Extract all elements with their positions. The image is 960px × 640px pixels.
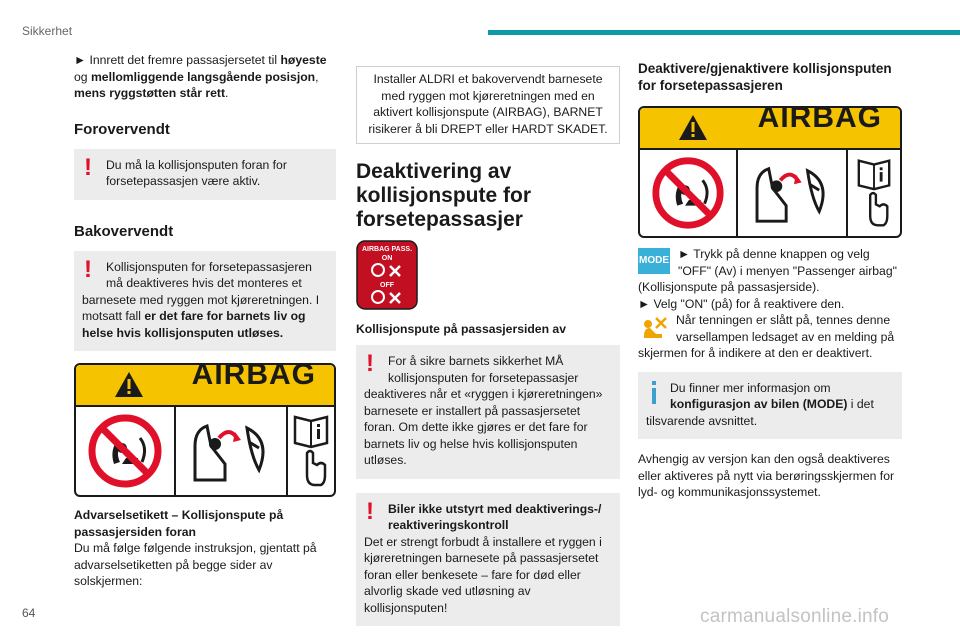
label-caption-bold: Advarselsetikett – Kollisjonspute på passasjersiden foran xyxy=(74,508,284,539)
watermark: carmanualsonline.info xyxy=(700,606,890,627)
lamp-off: OFF xyxy=(380,282,394,289)
airbag-deploy-pictogram xyxy=(176,407,288,495)
heading-deactivate-reactivate: Deaktivere/gjenaktivere kollisjonsputen for forsetepassasjeren xyxy=(638,61,892,93)
lamp-caption-bold: Kollisjonspute på passasjersiden av xyxy=(356,321,566,336)
intro-bold-2: mellomliggende langsgående posisjon xyxy=(90,69,316,84)
manual-book-icon xyxy=(291,413,331,489)
column-1 xyxy=(74,52,336,590)
airbag-label-text: AIRBAG xyxy=(757,106,882,134)
warning-box-rear xyxy=(74,251,336,352)
intro-bold-3: mens ryggstøtten står rett xyxy=(74,86,226,100)
read-manual-pictogram xyxy=(288,407,334,495)
info-icon xyxy=(648,380,660,406)
airbag-off-warning-lamp-icon xyxy=(638,314,668,340)
airbag-label-header xyxy=(640,108,900,150)
warning-exclamation-icon: ! xyxy=(366,350,374,377)
seat-airbag-icon xyxy=(185,416,277,486)
warning-heading-bold: Biler ikke utstyrt med deaktiverings-/ reaktiveringskontroll xyxy=(388,501,602,532)
airbag-deploy-pictogram xyxy=(738,150,848,236)
prohibited-child-seat-icon xyxy=(650,155,726,231)
airbag-label-header xyxy=(76,365,334,407)
mode-button-icon: MODE xyxy=(638,248,670,274)
intro-bold-1: høyeste xyxy=(280,53,327,67)
no-rear-seat-pictogram xyxy=(76,407,176,495)
step-mode-block xyxy=(638,246,902,296)
warning-exclamation-icon: ! xyxy=(366,497,374,525)
intro-paragraph xyxy=(74,52,336,102)
lamp-title: AIRBAG PASS. xyxy=(361,246,413,253)
step-text-2: ► Velg "ON" (på) for å reaktivere den. xyxy=(638,296,845,311)
warning-text: For å sikre barnets sikkerhet MÅ kollisjonsputen for forsetepassasjer deaktiveres når et «ryggen i kjøreretningen» barnesete er installert på passasjersetet foran. Om dette ikke gjøres er det fare for barnets liv og helse hvis kollisjonsputen utløses. xyxy=(364,354,603,467)
step-text-3: Når tenningen er slått på, tennes denne varsellampen ledsaget av en melding på skjermen for å indikere at den er deaktivert. xyxy=(638,313,895,360)
page-number: 64 xyxy=(22,606,36,620)
header-accent-bar xyxy=(488,30,960,35)
airbag-pass-lamp-icon xyxy=(356,240,418,310)
airbag-label-text: AIRBAG xyxy=(191,363,316,391)
danger-notice-box: Installer ALDRI et bakovervendt barnesete med ryggen mot kjøreretningen med en aktivert kollisjonspute (AIRBAG), BARNET risikerer å bli DREPT eller HARDT SKADET. xyxy=(356,66,620,144)
column-3 xyxy=(638,60,902,501)
warning-text xyxy=(82,255,326,342)
no-rear-seat-pictogram xyxy=(640,150,738,236)
label-caption xyxy=(74,507,336,540)
label-caption-text: Du må følge følgende instruksjon, gjentatt på advarselsetiketten på begge sider av solskjermen: xyxy=(74,541,317,588)
info-text-part: Du finner mer informasjon om xyxy=(670,380,831,395)
warning-text-bold: er det fare for barnets liv og helse hvis kollisjonsputen utløses. xyxy=(82,309,306,340)
intro-text: , xyxy=(315,69,319,84)
warning-exclamation-icon: ! xyxy=(84,153,92,181)
info-text xyxy=(646,380,892,430)
step-text-1: ► Trykk på denne knappen og velg "OFF" (Av) i menyen "Passenger airbag" (Kollisjonspute på passasjerside). xyxy=(638,247,897,294)
intro-text: og xyxy=(74,69,91,84)
warning-box-child-safety xyxy=(356,345,620,479)
warning-exclamation-icon: ! xyxy=(84,255,92,283)
lamp-on: ON xyxy=(381,255,393,262)
info-text-part: i det tilsvarende avsnittet. xyxy=(646,397,874,428)
section-heading-deactivation: Deaktivering av kollisjonspute for forsetepassasjer xyxy=(356,160,532,231)
info-box-mode xyxy=(638,372,902,440)
warning-triangle-icon xyxy=(114,371,144,398)
heading-forward-facing: Forovervendt xyxy=(74,120,170,138)
intro-text: . xyxy=(225,86,229,100)
warning-heading xyxy=(364,497,610,534)
step-lamp-block xyxy=(638,312,902,362)
section-label: Sikkerhet xyxy=(22,24,73,38)
heading-rear-facing: Bakovervendt xyxy=(74,222,174,240)
column-2 xyxy=(356,66,620,626)
final-paragraph: Avhengig av versjon kan den også deaktiveres eller aktiveres på nytt via berøringsskjermen for lyd- og kommunikasjonssystemet. xyxy=(638,452,895,499)
lamp-caption xyxy=(356,321,620,338)
warning-text: Du må la kollisjonsputen foran for forsetepassasjen være aktiv. xyxy=(106,157,287,188)
airbag-label-body xyxy=(640,150,900,236)
prohibited-child-seat-icon xyxy=(86,412,164,490)
warning-box-forward xyxy=(74,149,336,200)
airbag-warning-label xyxy=(74,363,336,497)
read-manual-pictogram xyxy=(848,150,900,236)
warning-text: Det er strengt forbudt å installere et ryggen i kjøreretningen barnesete på passasjersetet foran eller benkesete – fare for død eller alvorlig skade ved utløsning av kollisjonsputen! xyxy=(364,534,602,615)
airbag-warning-label xyxy=(638,106,902,238)
warning-box-no-deactivation xyxy=(356,493,620,627)
manual-book-icon xyxy=(855,156,893,230)
seat-airbag-icon xyxy=(747,159,837,227)
airbag-label-body xyxy=(76,407,334,495)
intro-text: ► Innrett det fremre passasjersetet til xyxy=(74,53,281,67)
warning-triangle-icon xyxy=(678,114,708,141)
warning-text-part: Kollisjonsputen for forsetepassasjeren må deaktiveres hvis det monteres et barnesete med ryggen mot kjøreretningen. I motsatt fall xyxy=(82,259,320,323)
info-text-bold: konfigurasjon av bilen (MODE) xyxy=(670,397,848,411)
